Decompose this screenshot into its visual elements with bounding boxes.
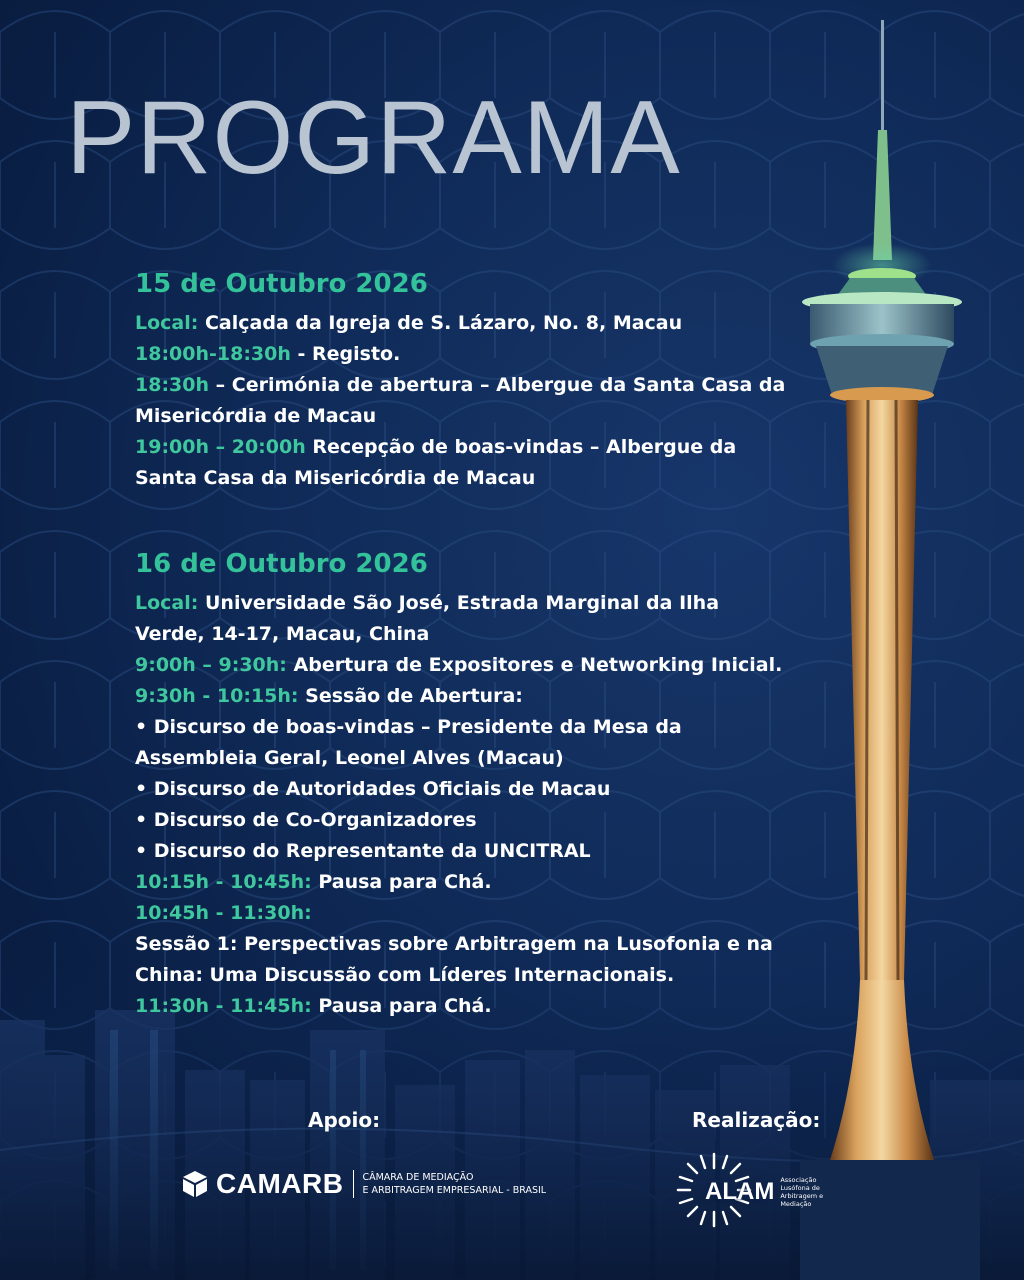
schedule-item [135, 432, 795, 494]
day-2-location [135, 588, 795, 650]
camarb-logo [180, 1168, 546, 1200]
day-1-location-label: Local: [135, 311, 199, 334]
camarb-subtitle [362, 1171, 546, 1197]
schedule-time: 10:15h - 10:45h: [135, 870, 312, 893]
schedule-time: 18:00h-18:30h [135, 342, 291, 365]
day-1-location [135, 308, 795, 339]
day-1-section [135, 270, 795, 494]
schedule-text: - Registo. [290, 342, 401, 365]
alam-logo [672, 1150, 823, 1208]
schedule-item [135, 867, 795, 898]
bullet-item: • Discurso de Autoridades Oficiais de Macau [135, 777, 611, 800]
alam-subtitle-line-1: Associação [780, 1176, 817, 1184]
day-2-location-label: Local: [135, 591, 199, 614]
day-1-location-value: Calçada da Igreja de S. Lázaro, No. 8, Macau [204, 311, 683, 334]
alam-subtitle-line-2: Lusófona de [780, 1184, 820, 1192]
schedule-item [135, 898, 795, 929]
camarb-divider [353, 1170, 354, 1198]
bullet-item: • Discurso de Co-Organizadores [135, 808, 477, 831]
schedule-text: Pausa para Chá. [311, 994, 492, 1017]
camarb-cube-icon [180, 1169, 210, 1199]
alam-subtitle-line-3: Arbitragem e [780, 1192, 824, 1200]
schedule-time: 9:00h – 9:30h: [135, 653, 287, 676]
schedule-item [135, 370, 795, 432]
schedule-time: 19:00h – 20:00h [135, 435, 306, 458]
schedule-time: 18:30h [135, 373, 210, 396]
bullet-item: • Discurso do Representante da UNCITRAL [135, 839, 591, 862]
bullet-item: • Discurso de boas-vindas – Presidente da Mesa da Assembleia Geral, Leonel Alves (Macau) [135, 715, 682, 769]
session-1-description: Sessão 1: Perspectivas sobre Arbitragem na Lusofonia e na China: Uma Discussão com Líderes Internacionais. [135, 932, 773, 986]
day-2-date: 16 de Outubro 2026 [135, 549, 428, 579]
macau-tower [760, 0, 1024, 1280]
schedule-text: – Cerimónia de abertura – Albergue da Santa Casa da Misericórdia de Macau [135, 373, 786, 427]
camarb-subtitle-line-1: CÂMARA DE MEDIAÇÃO [362, 1172, 474, 1183]
schedule-text: Recepção de boas-vindas – Albergue da Santa Casa da Misericórdia de Macau [135, 435, 737, 489]
schedule-text: Sessão de Abertura: [298, 684, 523, 707]
schedule-time: 11:30h - 11:45h: [135, 994, 312, 1017]
schedule-time: 10:45h - 11:30h: [135, 901, 312, 924]
day-1-date: 15 de Outubro 2026 [135, 269, 428, 299]
alam-name: ALAM [705, 1178, 775, 1205]
schedule-item [135, 991, 795, 1022]
realization-label: Realização: [692, 1108, 821, 1132]
schedule-item [135, 681, 795, 712]
alam-subtitle [780, 1176, 823, 1208]
schedule-time: 9:30h - 10:15h: [135, 684, 299, 707]
support-label: Apoio: [308, 1108, 381, 1132]
camarb-subtitle-line-2: E ARBITRAGEM EMPRESARIAL - BRASIL [362, 1185, 547, 1196]
alam-subtitle-line-4: Mediação [780, 1200, 812, 1208]
schedule-item [135, 339, 795, 370]
camarb-name: CAMARB [216, 1168, 344, 1199]
schedule-item [135, 650, 795, 681]
schedule-text: Pausa para Chá. [311, 870, 492, 893]
schedule-text: Abertura de Expositores e Networking Inicial. [286, 653, 783, 676]
day-2-section [135, 550, 795, 1022]
day-2-location-value: Universidade São José, Estrada Marginal da Ilha Verde, 14-17, Macau, China [135, 591, 720, 645]
page-title: PROGRAMA [66, 80, 681, 196]
